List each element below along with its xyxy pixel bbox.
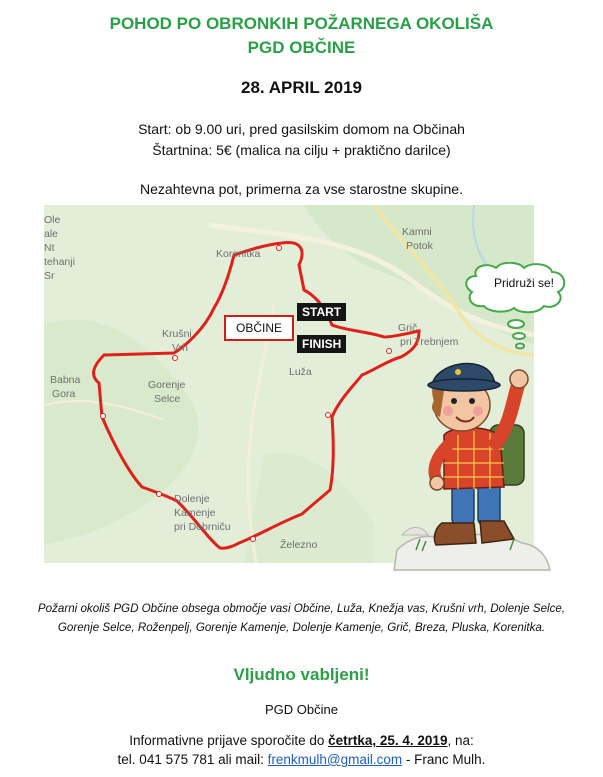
start-info: Start: ob 9.00 uri, pred gasilskim domom na Občinah: [138, 121, 465, 137]
svg-text:Sr: Sr: [44, 270, 55, 282]
svg-text:pri Dobrniču: pri Dobrniču: [174, 521, 231, 533]
fee-info: Štartnina: 5€ (malica na cilju + praktično darilce): [152, 142, 451, 158]
svg-text:Gorenje: Gorenje: [148, 379, 186, 391]
bubble-text: Pridruži se!: [493, 276, 555, 290]
svg-text:Luža: Luža: [289, 366, 312, 378]
svg-text:Kamenje: Kamenje: [174, 507, 216, 519]
svg-text:ale: ale: [44, 228, 59, 240]
description-line-1: Požarni okoliš PGD Občine obsega območje vasi Občine, Luža, Knežja vas, Krušni vrh, Dolenje Selce,: [37, 602, 566, 615]
email-link[interactable]: frenkmulh@gmail.com: [267, 752, 403, 767]
start-tag: START: [297, 303, 346, 321]
svg-text:Dolenje: Dolenje: [174, 493, 210, 505]
svg-text:Potok: Potok: [406, 240, 433, 252]
svg-text:Nt: Nt: [44, 242, 55, 254]
svg-text:Kamni: Kamni: [402, 226, 432, 238]
contact-info: [0, 752, 603, 767]
svg-text:Železno: Železno: [280, 539, 318, 551]
route-info: Nezahtevna pot, primerna za vse starostne skupine.: [140, 181, 463, 197]
finish-tag: FINISH: [297, 335, 346, 353]
svg-text:Vrh: Vrh: [172, 342, 188, 354]
info-deadline: četrtka, 25. 4. 2019: [328, 733, 448, 748]
welcome-text: Vljudno vabljeni!: [233, 665, 370, 684]
obcine-label: OBČINE: [224, 315, 294, 341]
svg-text:Gora: Gora: [52, 388, 76, 400]
svg-text:Ole: Ole: [44, 214, 61, 226]
hiker-illustration: [392, 345, 552, 575]
info-suffix: , na:: [447, 733, 474, 748]
title-line-1: POHOD PO OBRONKIH POŽARNEGA OKOLIŠA: [109, 14, 494, 33]
contact-suffix: - Franc Mulh.: [402, 752, 486, 767]
registration-info: [0, 733, 603, 748]
svg-text:Korenitka: Korenitka: [216, 248, 261, 260]
svg-text:Grič: Grič: [398, 322, 418, 334]
info-prefix: Informativne prijave sporočite do: [129, 733, 329, 748]
svg-text:Krušni: Krušni: [162, 328, 192, 340]
title-line-2: PGD OBČINE: [247, 38, 356, 57]
contact-prefix: tel. 041 575 781 ali mail:: [117, 752, 268, 767]
organizer: PGD Občine: [265, 702, 338, 717]
district-description: [0, 599, 603, 637]
svg-text:Selce: Selce: [154, 393, 181, 405]
event-date: 28. APRIL 2019: [241, 78, 362, 97]
svg-text:pri Trebnjem: pri Trebnjem: [400, 336, 459, 348]
svg-text:tehanji: tehanji: [44, 256, 75, 268]
description-line-2: Gorenje Selce, Roženpelj, Gorenje Kamenje, Dolenje Kamenje, Grič, Breza, Pluska, Korenitka.: [57, 621, 546, 634]
svg-text:Babna: Babna: [50, 374, 81, 386]
